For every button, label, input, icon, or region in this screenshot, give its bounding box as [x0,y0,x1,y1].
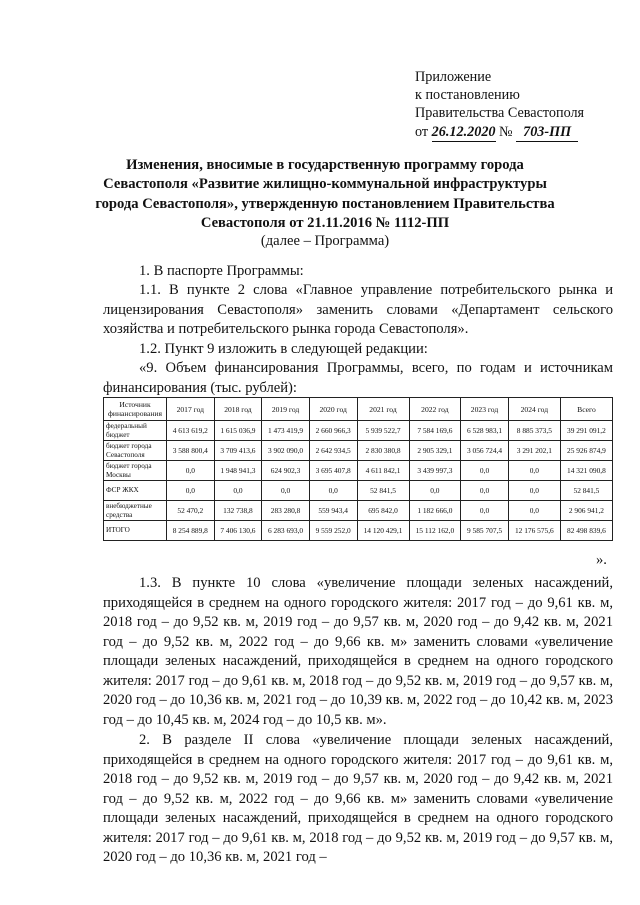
paragraph-1-3-text: 1.3. В пункте 10 слова «увеличение площади зеленых насаждений, приходящейся в среднем на одного городского жителя: 2017 год – до 9,61 кв. м, 2018 год – до 9,52 кв. м, 2019 год – до 9,57 кв. м, 2020 год – до 9,42 кв. м, 2021 год – до 9,52 кв. м, 2022 год – до 9,66 кв. м» заменить словами «увеличение площади зеленых насаждений, приходящейся в среднем на одного городского жителя: 2017 год – до 9,61 кв. м, 2018 год – до 9,52 кв. м, 2019 год – до 9,57 кв. м, 2020 год – до 10,36 кв. м, 2021 год – до 10,39 кв. м, 2022 год – до 10,42 кв. м, 2023 год – до 10,45 кв. м, 2024 год – до 10,5 кв. м». [103,575,613,728]
table-cell: 0,0 [508,461,560,481]
table-cell: 2 905 329,1 [409,441,461,461]
table-cell: 0,0 [167,481,215,501]
row-label: внебюджетные средства [104,501,167,521]
table-cell: 25 926 874,9 [560,441,612,461]
table-cell: 12 176 575,6 [508,521,560,541]
table-cell: 3 439 997,3 [409,461,461,481]
table-cell: 3 695 407,8 [309,461,357,481]
table-cell: 0,0 [167,461,215,481]
table-row [104,521,613,541]
table-cell: 14 120 429,1 [357,521,409,541]
table-cell: 2 642 934,5 [309,441,357,461]
table-cell: 4 613 619,2 [167,421,215,441]
paragraph-1-text: 1. В паспорте Программы: [139,263,304,279]
row-label: бюджет города Москвы [104,461,167,481]
annex-line-3: Правительства Севастополя [415,105,585,122]
table-cell: 39 291 091,2 [560,421,612,441]
table-cell: 14 321 090,8 [560,461,612,481]
table-cell: 0,0 [214,481,262,501]
table-cell: 52 470,2 [167,501,215,521]
paragraph-2 [103,731,613,868]
table-row [104,461,613,481]
table-cell: 7 406 130,6 [214,521,262,541]
annex-line-1: Приложение [415,69,492,85]
table-closing-quote: ». [596,552,607,568]
paragraph-1-2 [103,340,613,360]
table-cell: 0,0 [461,481,509,501]
table-cell: 7 584 169,6 [409,421,461,441]
table-cell: 9 559 252,0 [309,521,357,541]
paragraph-1-1-text: 1.1. В пункте 2 слова «Главное управление потребительского рынка и лицензирования Севастополя» заменить словами «Департамент сельского хозяйства и потребительского рынка города Севастополя». [103,282,613,337]
table-cell: 2 660 966,3 [309,421,357,441]
row-label: ИТОГО [104,521,167,541]
header-cell: 2019 год [262,398,310,421]
table-cell: 3 056 724,4 [461,441,509,461]
row-label: ФСР ЖКХ [104,481,167,501]
table-cell: 8 885 373,5 [508,421,560,441]
paragraph-1-2-text: 1.2. Пункт 9 изложить в следующей редакции: [139,341,428,357]
table-cell: 82 498 839,6 [560,521,612,541]
annex-line-2: к постановлению [415,87,520,104]
annex-date: 26.12.2020 [432,123,496,142]
table-cell: 6 528 983,1 [461,421,509,441]
header-cell: Всего [560,398,612,421]
annex-date-line [415,123,584,142]
annex-num-prefix: № [499,123,513,140]
table-cell: 0,0 [409,481,461,501]
table-cell: 132 738,8 [214,501,262,521]
table-cell: 5 939 522,7 [357,421,409,441]
table-cell: 283 280,8 [262,501,310,521]
paragraph-9-text: «9. Объем финансирования Программы, всего, по годам и источникам финансирования (тыс. рублей): [103,360,613,396]
table-cell: 0,0 [508,501,560,521]
table-cell: 1 182 666,0 [409,501,461,521]
financing-table [103,397,613,541]
table-cell: 15 112 162,0 [409,521,461,541]
table-row [104,501,613,521]
table-cell: 0,0 [508,481,560,501]
paragraph-1 [103,262,613,282]
table-cell: 559 943,4 [309,501,357,521]
table-cell: 695 842,0 [357,501,409,521]
table-cell: 3 902 090,0 [262,441,310,461]
header-cell: 2020 год [309,398,357,421]
annex-number: 703-ПП [516,123,578,142]
header-cell: 2023 год [461,398,509,421]
header-cell: 2017 год [167,398,215,421]
paragraph-1-3 [103,574,613,730]
table-cell: 4 611 842,1 [357,461,409,481]
table-cell: 1 615 036,9 [214,421,262,441]
header-cell: 2024 год [508,398,560,421]
table-row [104,421,613,441]
table-cell: 0,0 [262,481,310,501]
table-header-row [104,398,613,421]
row-label: бюджет города Севастополя [104,441,167,461]
table-cell: 1 473 419,9 [262,421,310,441]
table-cell: 0,0 [461,461,509,481]
table-cell: 0,0 [309,481,357,501]
table-cell: 9 585 707,5 [461,521,509,541]
table-cell: 2 906 941,2 [560,501,612,521]
table-cell: 52 841,5 [357,481,409,501]
table-cell: 3 291 202,1 [508,441,560,461]
document-subtitle: (далее – Программа) [260,233,390,249]
paragraph-1-1 [103,281,613,340]
header-cell: 2018 год [214,398,262,421]
table-cell: 2 830 380,8 [357,441,409,461]
header-cell: 2021 год [357,398,409,421]
annex-block [415,68,584,142]
paragraph-9-intro [103,359,613,398]
document-title: Изменения, вносимые в государственную программу города Севастополя «Развитие жилищно-коммунальной инфраструктуры города Севастополя», утвержденную постановлением Правительства Севастополя от 21.11.2016 № 1112-ПП [95,157,555,232]
table-cell: 52 841,5 [560,481,612,501]
table-row [104,441,613,461]
table-cell: 624 902,3 [262,461,310,481]
table-row [104,481,613,501]
table-cell: 8 254 889,8 [167,521,215,541]
header-cell: 2022 год [409,398,461,421]
table-cell: 3 588 800,4 [167,441,215,461]
annex-from-prefix: от [415,123,429,140]
header-cell: Источник финансирования [104,398,167,421]
row-label: федеральный бюджет [104,421,167,441]
paragraph-2-text: 2. В разделе II слова «увеличение площади зеленых насаждений, приходящейся в среднем на одного городского жителя: 2017 год – до 9,61 кв. м, 2018 год – до 9,52 кв. м, 2019 год – до 9,57 кв. м, 2020 год – до 9,42 кв. м, 2021 год – до 9,52 кв. м, 2022 год – до 9,66 кв. м» заменить словами «увеличение площади зеленых насаждений, приходящейся в среднем на одного городского жителя: 2017 год – до 9,61 кв. м, 2018 год – до 9,52 кв. м, 2019 год – до 9,57 кв. м, 2020 год – до 10,36 кв. м, 2021 год – [103,732,613,865]
table-cell: 1 948 941,3 [214,461,262,481]
table-cell: 6 283 693,0 [262,521,310,541]
table-cell: 3 709 413,6 [214,441,262,461]
table-cell: 0,0 [461,501,509,521]
